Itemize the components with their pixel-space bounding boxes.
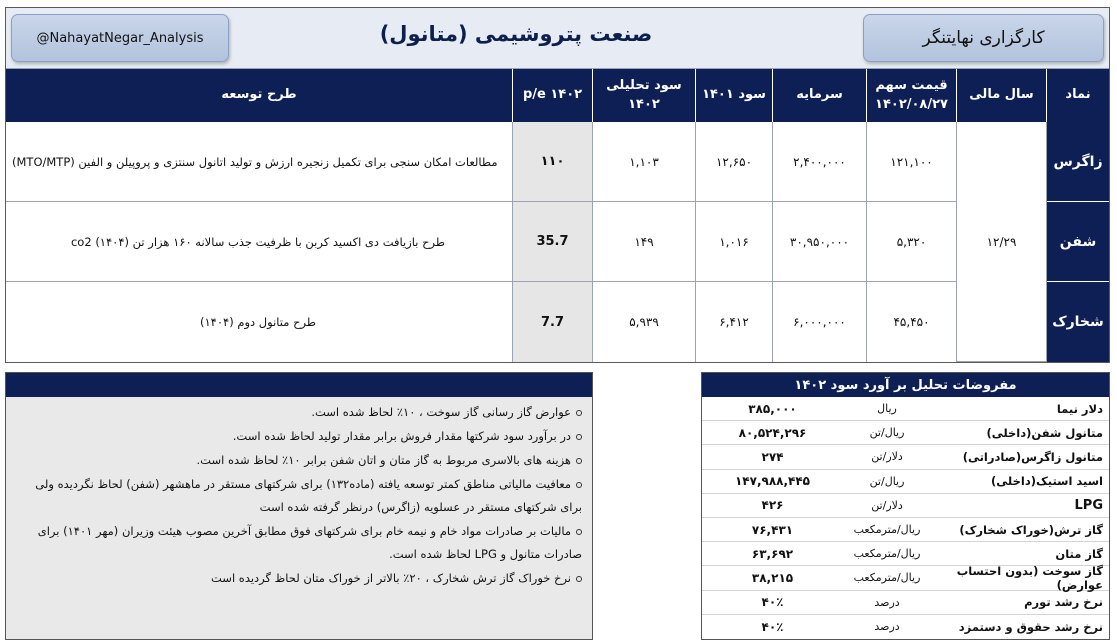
valuation-panel (5, 7, 1110, 363)
row-capital: ۲,۴۰۰,۰۰۰ (773, 122, 867, 202)
col-header-fiscal-year: سال مالی (957, 69, 1047, 122)
bullet-icon (576, 458, 582, 464)
col-header-plan: طرح توسعه (6, 69, 513, 122)
bullet-icon (576, 576, 582, 582)
note-item: در برآورد سود شرکتها مقدار فروش برابر مقدار تولید لحاظ شده است. (14, 425, 582, 448)
assumption-row: اسید استیک(داخلی) ریال/تن ۱۴۷,۹۸۸,۴۴۵ (702, 470, 1109, 494)
row-price: ۴۵,۴۵۰ (867, 282, 957, 362)
row-pe: 35.7 (513, 202, 593, 282)
row-plan: طرح متانول دوم (۱۴۰۴) (6, 282, 513, 362)
brokerage-text: کارگزاری نهایتنگر (922, 28, 1045, 48)
col-header-eps-1401: سود ۱۴۰۱ (696, 69, 773, 122)
col-header-symbol: نماد (1047, 69, 1109, 122)
note-item: نرخ خوراک گاز ترش شخارک ، ۲۰٪ بالاتر از خوراک متان لحاظ گردیده است (14, 567, 582, 590)
row-eps-1402: ۱۴۹ (593, 202, 696, 282)
fiscal-year-merged: ۱۲/۲۹ (957, 122, 1047, 362)
note-item: معافیت مالیاتی مناطق کمتر توسعه یافته (ماده۱۳۲) برای شرکتهای مستقر در ماهشهر (شفن) لحاظ نگردیده ولی برای شرکتهای مستقر در عسلویه (زاگرس) درنظر گرفته شده است (35, 477, 582, 514)
handle-badge (11, 14, 229, 62)
row-plan: طرح بازیافت دی اکسید کربن با ظرفیت جذب سالانه ۱۶۰ هزار تن co2 (۱۴۰۴) (6, 202, 513, 282)
assumption-row: گاز ترش(خوراک شخارک) ریال/مترمکعب ۷۶,۴۳۱ (702, 518, 1109, 542)
assumption-row: دلار نیما ریال ۳۸۵,۰۰۰ (702, 397, 1109, 421)
brokerage-badge (863, 14, 1104, 62)
col-header-eps-1402: سود تحلیلی ۱۴۰۲ (593, 69, 696, 122)
assumption-row: متانول شفن(داخلی) ریال/تن ۸۰,۵۲۴,۲۹۶ (702, 421, 1109, 445)
assumptions-title: مفروضات تحلیل بر آورد سود ۱۴۰۲ (702, 373, 1109, 397)
row-eps-1401: ۶,۴۱۲ (696, 282, 773, 362)
note-item: عوارض گاز رسانی گاز سوخت ، ۱۰٪ لحاظ شده است. (14, 401, 582, 424)
bullet-icon (576, 410, 582, 416)
note-item: هزینه های بالاسری مربوط به گاز متان و اتان شفن برابر ۱۰٪ لحاظ شده است. (14, 449, 582, 472)
bullet-icon (576, 482, 582, 488)
col-header-pe: p/e ۱۴۰۲ (513, 69, 593, 122)
row-price: ۱۲۱,۱۰۰ (867, 122, 957, 202)
assumption-row: گاز متان ریال/مترمکعب ۶۳,۶۹۲ (702, 542, 1109, 566)
row-symbol-shafan: شفن (1047, 202, 1109, 282)
assumption-row: نرخ رشد تورم درصد ۴۰٪ (702, 591, 1109, 615)
row-eps-1402: ۵,۹۳۹ (593, 282, 696, 362)
row-capital: ۳۰,۹۵۰,۰۰۰ (773, 202, 867, 282)
bullet-icon (576, 529, 582, 535)
row-capital: ۶,۰۰۰,۰۰۰ (773, 282, 867, 362)
row-symbol-zagros: زاگرس (1047, 122, 1109, 202)
header-band (6, 8, 1109, 69)
notes-list (6, 397, 592, 590)
companies-table (6, 69, 1109, 362)
row-eps-1402: ۱,۱۰۳ (593, 122, 696, 202)
row-eps-1401: ۱,۰۱۶ (696, 202, 773, 282)
assumptions-panel (701, 372, 1110, 640)
handle-text: @NahayatNegar_Analysis (36, 30, 204, 46)
row-pe: ۱۱۰ (513, 122, 593, 202)
col-header-price: قیمت سهم ۱۴۰۲/۰۸/۲۷ (867, 69, 957, 122)
note-item: مالیات بر صادرات مواد خام و نیمه خام برای شرکتهای فوق مطابق آخرین مصوب هیئت وزیران (مهر ۱۴۰۱) برای صادرات متانول و LPG لحاظ شده است. (37, 524, 582, 561)
page-title: صنعت پتروشیمی (متانول) (379, 22, 653, 46)
assumption-row: گاز سوخت (بدون احتساب عوارض) ریال/مترمکعب ۳۸,۲۱۵ (702, 566, 1109, 590)
row-pe: 7.7 (513, 282, 593, 362)
row-eps-1401: ۱۲,۶۵۰ (696, 122, 773, 202)
notes-header-bar (6, 373, 592, 397)
col-header-capital: سرمایه (773, 69, 867, 122)
assumption-row: LPG دلار/تن ۴۲۶ (702, 494, 1109, 518)
bullet-icon (576, 434, 582, 440)
row-symbol-shkharak: شخارک (1047, 282, 1109, 362)
assumption-row: متانول زاگرس(صادراتی) دلار/تن ۲۷۴ (702, 445, 1109, 469)
row-price: ۵,۳۲۰ (867, 202, 957, 282)
notes-panel (5, 372, 593, 640)
assumption-row: نرخ رشد حقوق و دستمزد درصد ۴۰٪ (761, 619, 1103, 634)
row-plan: مطالعات امکان سنجی برای تکمیل زنجیره ارزش و تولید اتانول سنتزی و پروپیلن و الفین (MTO/MTP) (6, 122, 513, 202)
